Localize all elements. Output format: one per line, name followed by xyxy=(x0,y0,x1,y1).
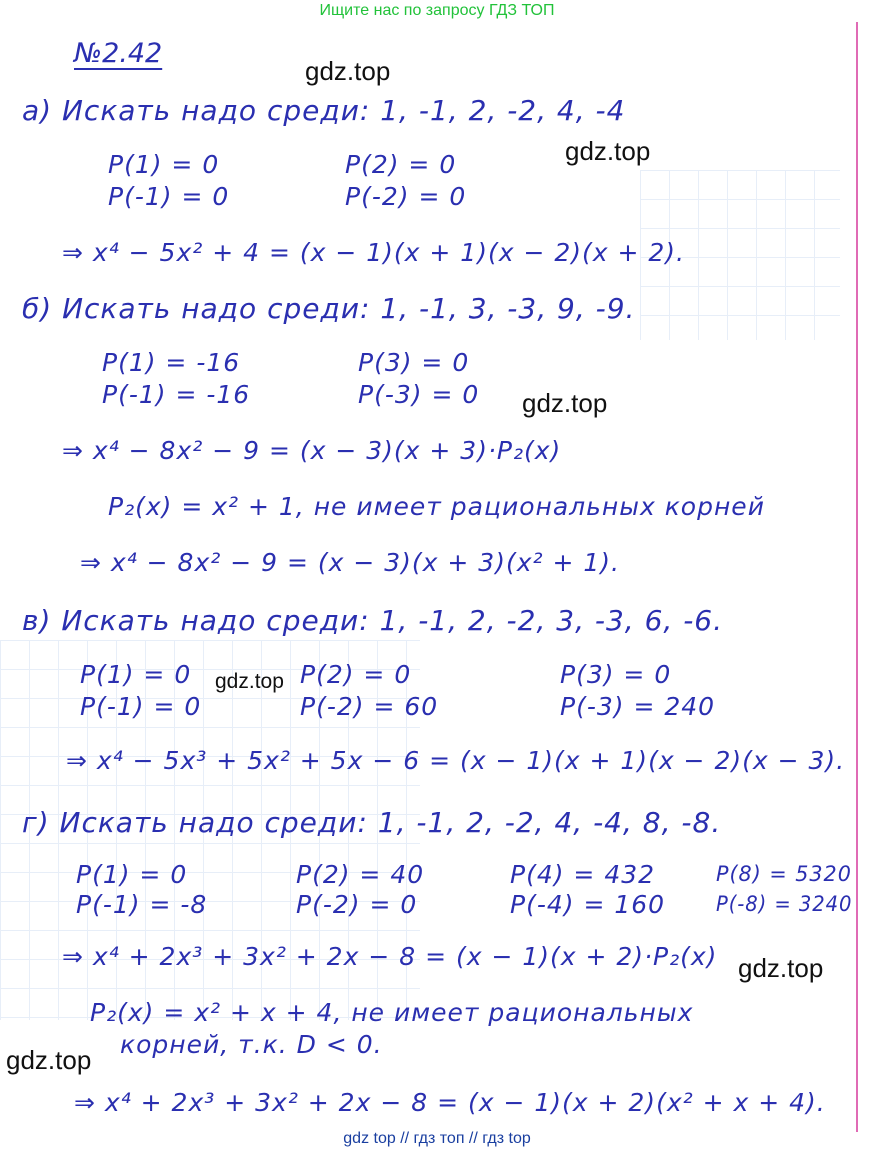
part-v-heading: в) Искать надо среди: 1, -1, 2, -2, 3, -3, 6, -6. xyxy=(22,604,724,637)
part-b-line1: ⇒ x⁴ − 8x² − 9 = (x − 3)(x + 3)·P₂(x) xyxy=(62,436,562,465)
part-g-p1: P(1) = 0 xyxy=(76,860,188,889)
watermark: gdz.top xyxy=(522,388,608,418)
part-a-pm2: P(-2) = 0 xyxy=(345,182,467,211)
part-v-pm3: P(-3) = 240 xyxy=(560,692,716,721)
part-b-p3: P(3) = 0 xyxy=(358,348,470,377)
watermark: gdz.top xyxy=(565,136,651,166)
part-g-result: ⇒ x⁴ + 2x³ + 3x² + 2x − 8 = (x − 1)(x + 2)(x² + x + 4). xyxy=(74,1088,826,1117)
part-a-result: ⇒ x⁴ − 5x² + 4 = (x − 1)(x + 1)(x − 2)(x + 2). xyxy=(62,238,686,267)
part-a-p2: P(2) = 0 xyxy=(345,150,457,179)
part-a-heading: а) Искать надо среди: 1, -1, 2, -2, 4, -4 xyxy=(22,94,626,127)
part-b-pm3: P(-3) = 0 xyxy=(358,380,480,409)
part-b-p1: P(1) = -16 xyxy=(102,348,241,377)
part-v-p3: P(3) = 0 xyxy=(560,660,672,689)
part-g-p4: P(4) = 432 xyxy=(510,860,656,889)
watermark: gdz.top xyxy=(738,953,824,983)
part-b-pm1: P(-1) = -16 xyxy=(102,380,251,409)
part-g-heading: г) Искать надо среди: 1, -1, 2, -2, 4, -4, 8, -8. xyxy=(22,806,722,839)
problem-number: №2.42 xyxy=(74,38,163,69)
part-a-pm1: P(-1) = 0 xyxy=(108,182,230,211)
part-g-line1: ⇒ x⁴ + 2x³ + 3x² + 2x − 8 = (x − 1)(x + 2)·P₂(x) xyxy=(62,942,718,971)
watermark: gdz.top xyxy=(305,56,391,86)
margin-line xyxy=(856,22,858,1132)
footer-links[interactable]: gdz top // гдз топ // гдз top xyxy=(343,1130,531,1147)
part-g-pm2: P(-2) = 0 xyxy=(296,890,418,919)
part-v-p2: P(2) = 0 xyxy=(300,660,412,689)
watermark: gdz.top xyxy=(6,1045,92,1075)
part-b-heading: б) Искать надо среди: 1, -1, 3, -3, 9, -9. xyxy=(22,292,636,325)
part-v-result: ⇒ x⁴ − 5x³ + 5x² + 5x − 6 = (x − 1)(x + 1)(x − 2)(x − 3). xyxy=(66,746,846,775)
part-g-line2: P₂(x) = x² + x + 4, не имеет рациональных xyxy=(90,998,694,1027)
part-v-p1: P(1) = 0 xyxy=(80,660,192,689)
part-g-line3: корней, т.к. D < 0. xyxy=(120,1030,383,1059)
part-g-p8: P(8) = 5320 xyxy=(716,862,852,886)
part-b-line2: P₂(x) = x² + 1, не имеет рациональных корней xyxy=(108,492,765,521)
watermark: gdz.top xyxy=(215,670,284,693)
part-b-result: ⇒ x⁴ − 8x² − 9 = (x − 3)(x + 3)(x² + 1). xyxy=(80,548,620,577)
part-g-pm4: P(-4) = 160 xyxy=(510,890,666,919)
part-a-p1: P(1) = 0 xyxy=(108,150,220,179)
part-g-pm1: P(-1) = -8 xyxy=(76,890,208,919)
part-g-pm8: P(-8) = 3240 xyxy=(716,892,853,916)
part-v-pm1: P(-1) = 0 xyxy=(80,692,202,721)
part-v-pm2: P(-2) = 60 xyxy=(300,692,439,721)
part-g-p2: P(2) = 40 xyxy=(296,860,425,889)
search-banner[interactable]: Ищите нас по запросу ГДЗ ТОП xyxy=(319,2,555,19)
